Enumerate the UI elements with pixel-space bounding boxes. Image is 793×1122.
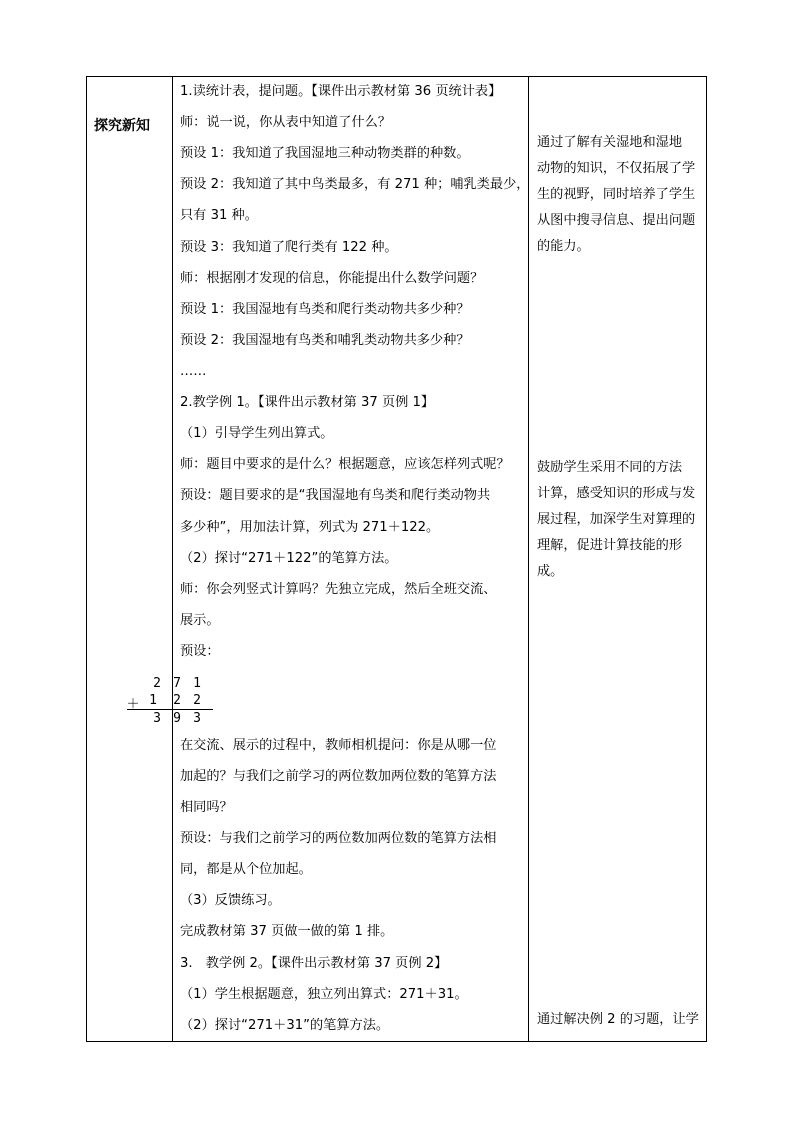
calc-digit: 1 [149,693,157,708]
content-line: 2.教学例 1。【课件出示教材第 37 页例 1】 [180,395,435,410]
content-line: 在交流、展示的过程中，教师相机提问：你是从哪一位 [180,738,497,753]
calc-digit: 7 [173,676,181,691]
calc-digit: 2 [193,693,201,708]
note-line: 动物的知识，不仅拓展了学 [537,161,696,176]
note-line: 成。 [537,564,564,579]
note-line: 的能力。 [537,239,590,254]
content-line: 多少种”，用加法计算，列式为 271＋122。 [180,520,440,535]
calc-digit: 9 [173,711,181,726]
content-line: …… [180,364,207,379]
note-line: 理解，促进计算技能的形 [537,538,683,553]
plus-sign: ＋ [126,697,140,712]
content-line: 师：根据刚才发现的信息，你能提出什么数学问题？ [180,271,484,286]
content-line: （1）引导学生列出算式。 [180,426,334,441]
content-line: （3）反馈练习。 [180,893,281,908]
calc-digit: 1 [193,676,201,691]
note-line: 计算，感受知识的形成与发 [537,486,696,501]
content-line: 师：你会列竖式计算吗？先独立完成，然后全班交流、 [180,582,497,597]
content-line: 预设 3：我知道了爬行类有 122 种。 [180,240,398,255]
note-line: 鼓励学生采用不同的方法 [537,460,683,475]
content-line: 1.读统计表，提问题。【课件出示教材第 36 页统计表】 [180,84,502,99]
note-line: 通过解决例 2 的习题，让学 [537,1012,699,1027]
vertical-addition [127,676,222,732]
column-divider-2 [528,77,529,1041]
content-line: （2）探讨“271＋31”的笔算方法。 [180,1018,390,1033]
section-title: 探究新知 [94,118,150,134]
sum-line [127,709,213,710]
column-divider-1 [172,77,173,1041]
content-line: 师：题目中要求的是什么？根据题意，应该怎样列式呢？ [180,457,510,472]
content-line: 只有 31 种。 [180,208,258,223]
note-line: 从图中搜寻信息、提出问题 [537,213,696,228]
note-line: 生的视野，同时培养了学生 [537,187,696,202]
calc-digit: 3 [193,711,201,726]
content-line: 同，都是从个位加起。 [180,862,312,877]
lesson-table [86,76,707,1042]
content-line: 预设 1：我国湿地有鸟类和爬行类动物共多少种？ [180,302,470,317]
content-line: 完成教材第 37 页做一做的第 1 排。 [180,924,394,939]
content-line: 预设：与我们之前学习的两位数加两位数的笔算方法相 [180,831,497,846]
note-line: 通过了解有关湿地和湿地 [537,135,683,150]
content-line: 加起的？与我们之前学习的两位数加两位数的笔算方法 [180,769,497,784]
content-line: 展示。 [180,613,220,628]
content-line: 预设 2：我国湿地有鸟类和哺乳类动物共多少种？ [180,333,470,348]
content-line: 预设 2：我知道了其中鸟类最多，有 271 种；哺乳类最少， [180,177,530,192]
content-line: （1）学生根据题意，独立列出算式：271＋31。 [180,987,468,1002]
content-line: 预设： [180,644,220,659]
content-line: 预设：题目要求的是“我国湿地有鸟类和爬行类动物共 [180,488,491,503]
calc-digit: 2 [153,676,161,691]
content-line: 预设 1：我知道了我国湿地三种动物类群的种数。 [180,146,470,161]
content-line: 师：说一说，你从表中知道了什么？ [180,115,391,130]
content-line: 相同吗？ [180,800,233,815]
content-line: （2）探讨“271＋122”的笔算方法。 [180,551,398,566]
note-line: 展过程，加深学生对算理的 [537,512,696,527]
calc-digit: 3 [153,711,161,726]
content-line: 3. 教学例 2。【课件出示教材第 37 页例 2】 [180,956,448,971]
calc-digit: 2 [173,693,181,708]
